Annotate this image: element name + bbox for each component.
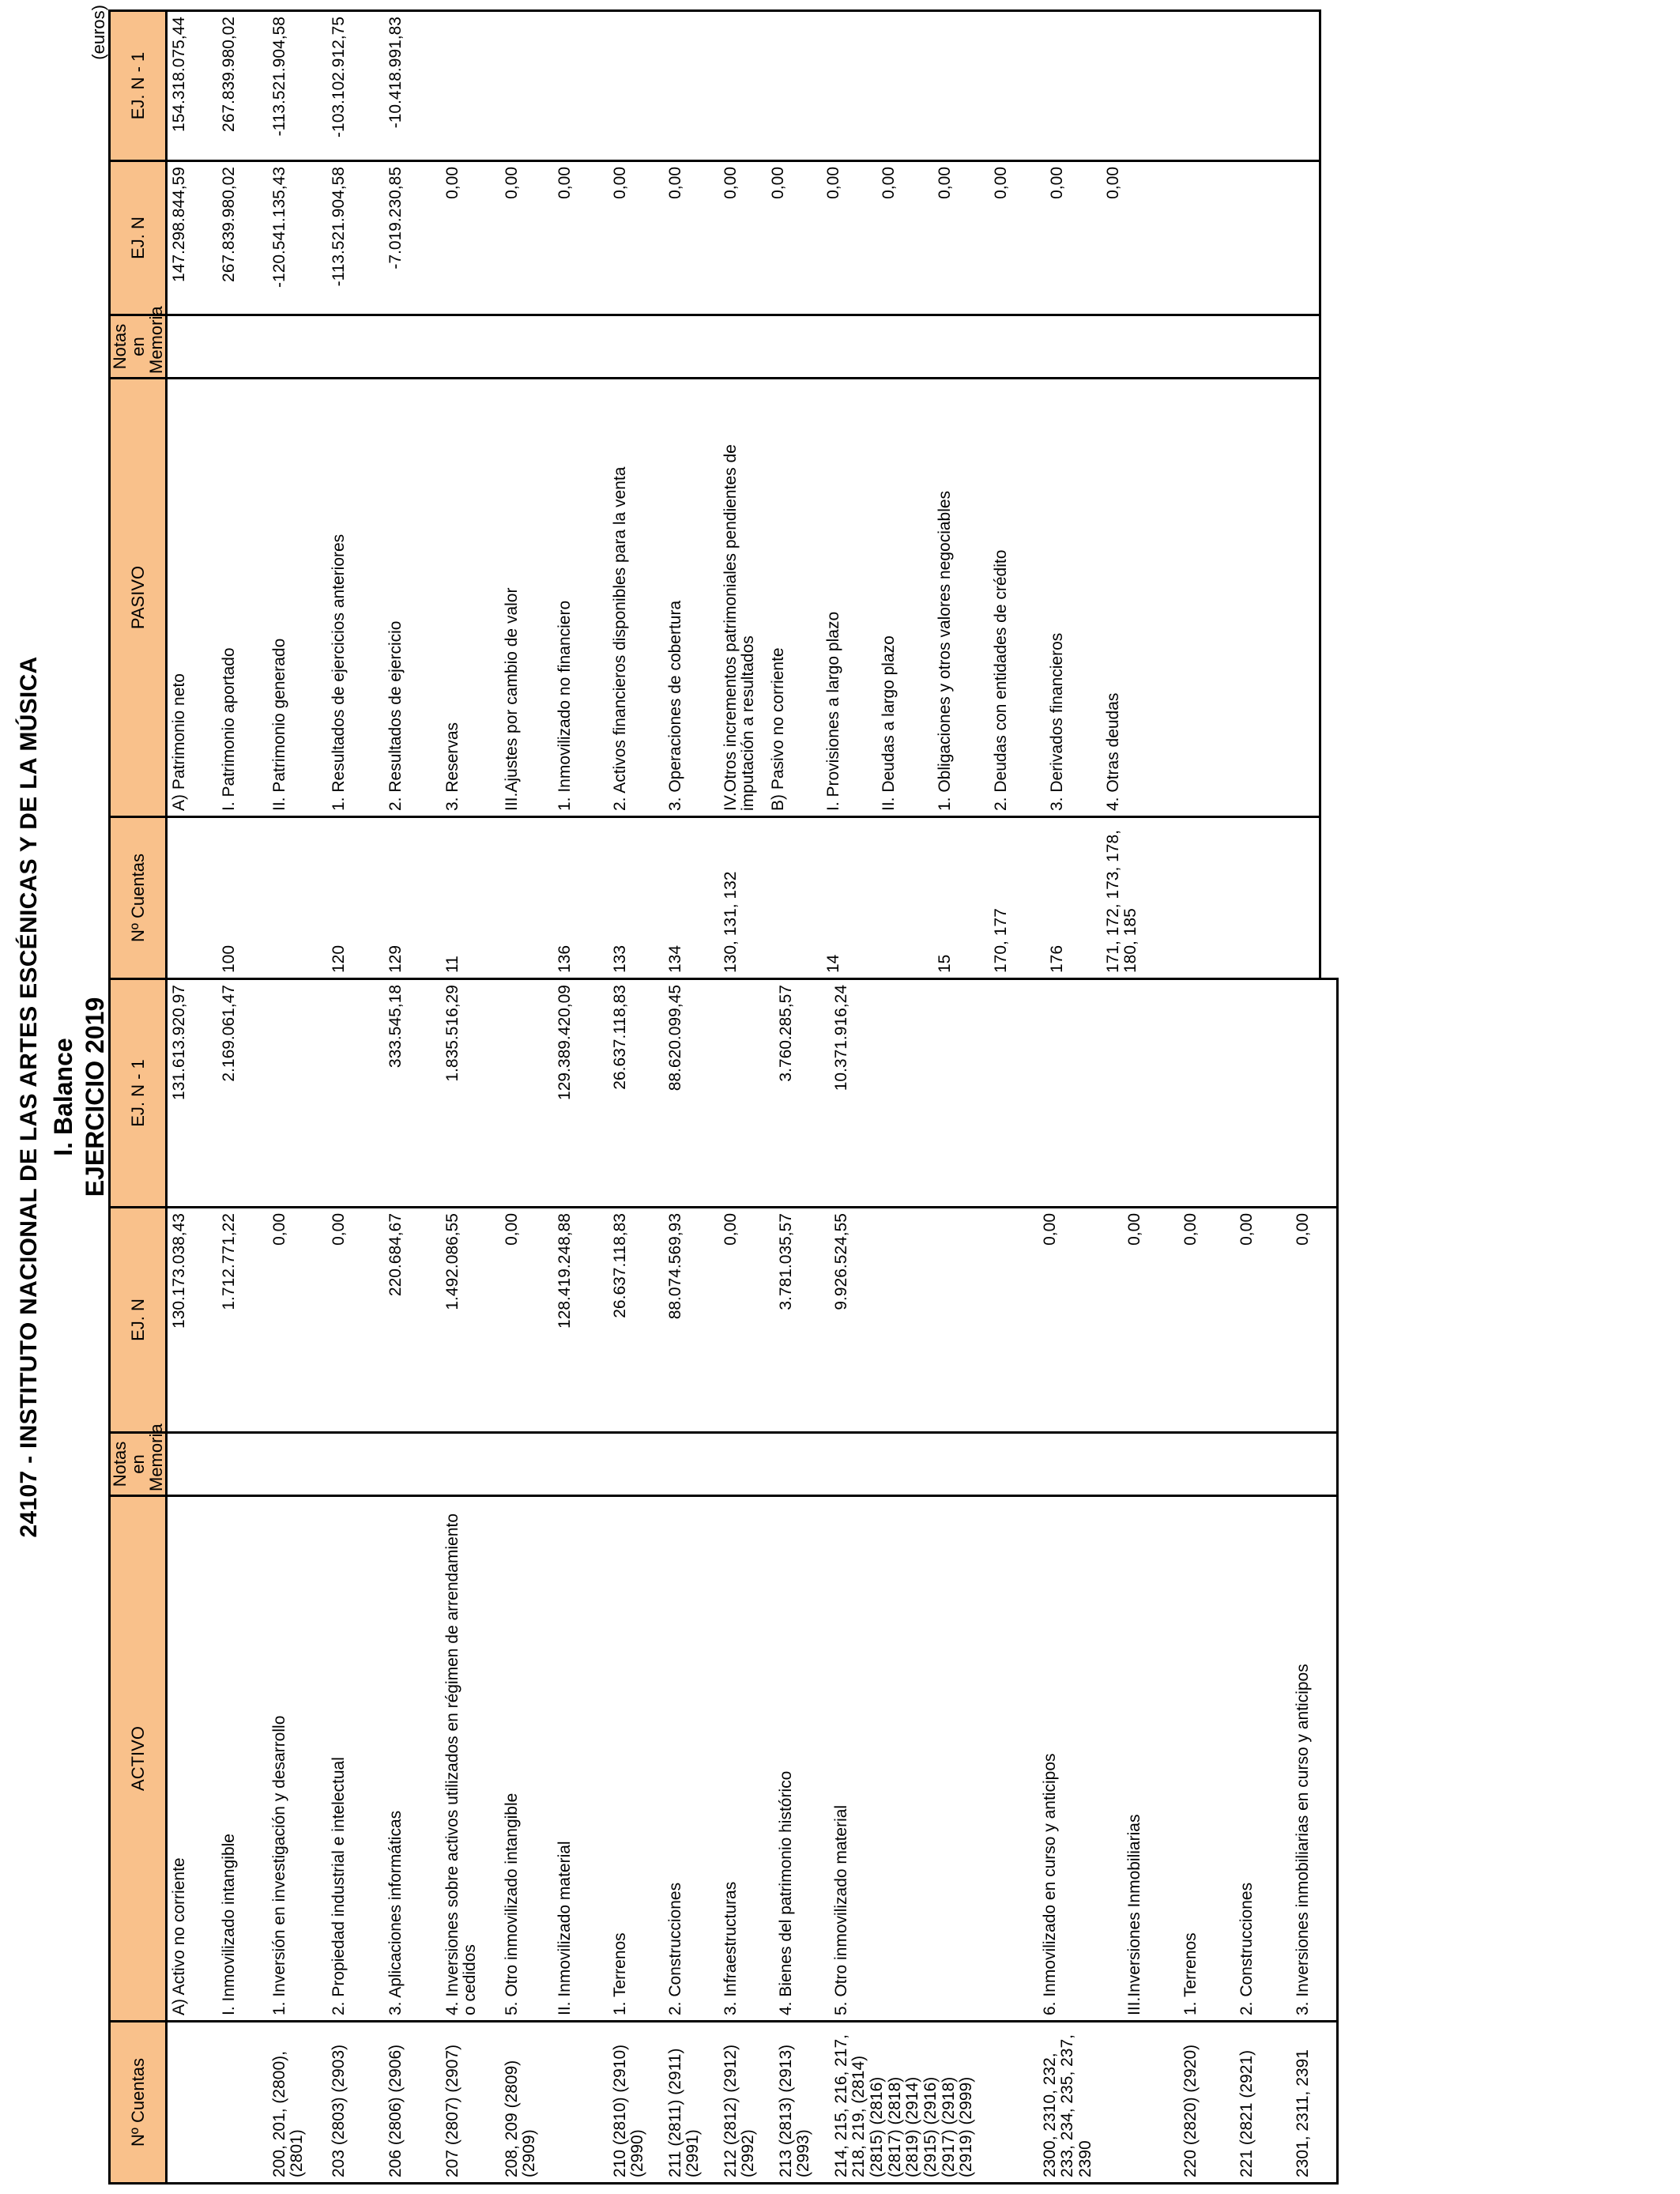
account-codes-cell: 208, 209 (2809) (2909) — [500, 2022, 553, 2184]
amount-current-cell: 0,00 — [989, 161, 1045, 315]
amount-previous-cell: 333.545,18 — [384, 979, 441, 1208]
amount-previous-cell: 2.169.061,47 — [217, 979, 268, 1208]
account-codes-cell: 213 (2813) (2913) (2993) — [774, 2022, 830, 2184]
amount-previous-cell — [719, 979, 774, 1208]
amount-previous-cell: 10.371.916,24 — [830, 979, 1038, 1208]
concept-cell: I. Inmovilizado intangible — [217, 1496, 268, 2022]
col-header-ej-n: EJ. N — [110, 1208, 167, 1433]
amount-previous-cell: 129.389.420,09 — [553, 979, 608, 1208]
amount-current-cell: 0,00 — [822, 161, 877, 315]
concept-cell: 4. Otras deudas — [1102, 379, 1143, 817]
amount-previous-cell — [1235, 979, 1291, 1208]
amount-current-cell: 0,00 — [553, 161, 608, 315]
notes-cell — [500, 1433, 553, 1496]
concept-cell: 3. Derivados financieros — [1045, 379, 1102, 817]
amount-previous-cell — [1045, 11, 1102, 161]
col-header-activo: ACTIVO — [110, 1496, 167, 2022]
account-codes-cell — [268, 817, 327, 979]
notes-cell — [1045, 315, 1102, 379]
amount-previous-cell: -113.521.904,58 — [268, 11, 327, 161]
concept-cell: IV.Otros incrementos patrimoniales pendientes de imputación a resultados — [719, 379, 767, 817]
notes-cell — [441, 315, 500, 379]
amount-previous-cell — [500, 979, 553, 1208]
amount-current-cell: 128.419.248,88 — [553, 1208, 608, 1433]
account-codes-cell — [500, 817, 553, 979]
amount-previous-cell: 131.613.920,97 — [167, 979, 217, 1208]
concept-cell: II. Patrimonio generado — [268, 379, 327, 817]
notes-cell — [933, 315, 989, 379]
activo-body — [167, 979, 1338, 2184]
pasivo-table — [108, 9, 1321, 980]
amount-current-cell: 220.684,67 — [384, 1208, 441, 1433]
table-row — [830, 979, 1038, 2184]
account-codes-cell: 133 — [608, 817, 664, 979]
notes-cell — [553, 1433, 608, 1496]
notes-cell — [608, 1433, 664, 1496]
entity-title: 24107 - INSTITUTO NACIONAL DE LAS ARTES ESCÉNICAS Y DE LA MÚSICA — [16, 656, 42, 1538]
amount-previous-cell — [441, 11, 500, 161]
account-codes-cell: 170, 177 — [989, 817, 1045, 979]
empty-cell — [1330, 1208, 1338, 1433]
amount-current-cell: 0,00 — [1235, 1208, 1291, 1433]
col-header-notas: Notas en Memoria — [110, 315, 167, 379]
table-row — [217, 979, 268, 2184]
notes-cell — [1179, 1433, 1235, 1496]
concept-cell: 2. Activos financieros disponibles para la venta — [608, 379, 664, 817]
notes-cell — [774, 1433, 830, 1496]
amount-current-cell: 3.781.035,57 — [774, 1208, 830, 1433]
table-row — [167, 11, 217, 979]
concept-cell: 1. Terrenos — [608, 1496, 664, 2022]
amount-previous-cell — [1179, 979, 1235, 1208]
concept-cell: 5. Otro inmovilizado material — [830, 1496, 1038, 2022]
amount-current-cell: 1.492.086,55 — [441, 1208, 500, 1433]
table-row — [384, 979, 441, 2184]
amount-previous-cell — [268, 979, 327, 1208]
empty-cell — [1330, 1496, 1338, 2022]
account-codes-cell — [217, 2022, 268, 2184]
empty-cell — [1330, 1433, 1338, 1496]
amount-previous-cell — [327, 979, 384, 1208]
notes-cell — [500, 315, 553, 379]
amount-previous-cell: 1.835.516,29 — [441, 979, 500, 1208]
table-row — [1291, 979, 1330, 2184]
table-row — [1045, 11, 1102, 979]
activo-header-row — [110, 979, 167, 2184]
empty-cell — [1330, 2022, 1338, 2184]
concept-cell: 3. Infraestructuras — [719, 1496, 774, 2022]
concept-cell: I. Provisiones a largo plazo — [822, 379, 877, 817]
account-codes-cell: 2300, 2310, 232, 233, 234, 235, 237, 2390 — [1038, 2022, 1123, 2184]
notes-cell — [719, 315, 767, 379]
empty-cell — [1143, 379, 1320, 817]
amount-current-cell: 267.839.980,02 — [217, 161, 268, 315]
col-header-ej-n1: EJ. N - 1 — [110, 979, 167, 1208]
table-row — [767, 11, 822, 979]
filler-row — [1143, 11, 1320, 979]
amount-previous-cell — [877, 11, 933, 161]
exercise-title: EJERCICIO 2019 — [81, 997, 109, 1197]
amount-current-cell: 26.637.118,83 — [608, 1208, 664, 1433]
notes-cell — [268, 1433, 327, 1496]
amount-current-cell: 0,00 — [1102, 161, 1143, 315]
account-codes-cell: 129 — [384, 817, 441, 979]
concept-cell: A) Activo no corriente — [167, 1496, 217, 2022]
amount-current-cell: 0,00 — [933, 161, 989, 315]
notes-cell — [167, 315, 217, 379]
amount-current-cell: 0,00 — [1123, 1208, 1179, 1433]
amount-current-cell: 0,00 — [500, 1208, 553, 1433]
account-codes-cell: 136 — [553, 817, 608, 979]
notes-cell — [441, 1433, 500, 1496]
col-header-cuentas: Nº Cuentas — [110, 817, 167, 979]
concept-cell: 4. Bienes del patrimonio histórico — [774, 1496, 830, 2022]
notes-cell — [1038, 1433, 1123, 1496]
amount-current-cell: 0,00 — [500, 161, 553, 315]
notes-cell — [767, 315, 822, 379]
account-codes-cell: 211 (2811) (2911) (2991) — [664, 2022, 719, 2184]
report-title: I. Balance — [49, 1038, 77, 1156]
account-codes-cell: 130, 131, 132 — [719, 817, 767, 979]
amount-current-cell: 0,00 — [719, 1208, 774, 1433]
table-row — [167, 979, 217, 2184]
account-codes-cell — [167, 817, 217, 979]
amount-current-cell: 0,00 — [1179, 1208, 1235, 1433]
amount-current-cell: 9.926.524,55 — [830, 1208, 1038, 1433]
account-codes-cell: 100 — [217, 817, 268, 979]
concept-cell: 3. Aplicaciones informáticas — [384, 1496, 441, 2022]
concept-cell: 6. Inmovilizado en curso y anticipos — [1038, 1496, 1123, 2022]
pasivo-header-row — [110, 11, 167, 979]
account-codes-cell — [167, 2022, 217, 2184]
amount-previous-cell: 88.620.099,45 — [664, 979, 719, 1208]
concept-cell: II. Inmovilizado material — [553, 1496, 608, 2022]
table-row — [327, 979, 384, 2184]
amount-previous-cell: 26.637.118,83 — [608, 979, 664, 1208]
notes-cell — [877, 315, 933, 379]
table-row — [327, 11, 384, 979]
table-row — [719, 11, 767, 979]
table-row — [664, 979, 719, 2184]
notes-cell — [1102, 315, 1143, 379]
concept-cell: 1. Resultados de ejercicios anteriores — [327, 379, 384, 817]
amount-previous-cell — [1123, 979, 1179, 1208]
table-row — [1038, 979, 1123, 2184]
amount-current-cell: 0,00 — [767, 161, 822, 315]
table-row — [933, 11, 989, 979]
table-row — [664, 11, 719, 979]
concept-cell: 2. Deudas con entidades de crédito — [989, 379, 1045, 817]
amount-previous-cell — [1291, 979, 1330, 1208]
account-codes-cell: 171, 172, 173, 178, 180, 185 — [1102, 817, 1143, 979]
concept-cell: 1. Inversión en investigación y desarrollo — [268, 1496, 327, 2022]
concept-cell: 4. Inversiones sobre activos utilizados en régimen de arrendamiento o cedidos — [441, 1496, 500, 2022]
amount-previous-cell: 3.760.285,57 — [774, 979, 830, 1208]
empty-cell — [1143, 315, 1320, 379]
account-codes-cell: 220 (2820) (2920) — [1179, 2022, 1235, 2184]
table-row — [553, 979, 608, 2184]
concept-cell: I. Patrimonio aportado — [217, 379, 268, 817]
account-codes-cell: 214, 215, 216, 217, 218, 219, (2814) (2815) (2816) (2817) (2818) (2819) (2914) (2915) (2916) (2917) (2918) (2919) (2999) — [830, 2022, 1038, 2184]
concept-cell: A) Patrimonio neto — [167, 379, 217, 817]
concept-cell: 2. Propiedad industrial e intelectual — [327, 1496, 384, 2022]
amount-current-cell: 0,00 — [664, 161, 719, 315]
table-row — [268, 11, 327, 979]
table-row — [822, 11, 877, 979]
amount-current-cell: 0,00 — [441, 161, 500, 315]
account-codes-cell: 176 — [1045, 817, 1102, 979]
table-row — [1102, 11, 1143, 979]
amount-previous-cell: -103.102.912,75 — [327, 11, 384, 161]
amount-current-cell: -120.541.135,43 — [268, 161, 327, 315]
amount-previous-cell: 267.839.980,02 — [217, 11, 268, 161]
empty-cell — [1143, 11, 1320, 161]
notes-cell — [327, 315, 384, 379]
concept-cell: 5. Otro inmovilizado intangible — [500, 1496, 553, 2022]
amount-previous-cell — [989, 11, 1045, 161]
col-header-ej-n1: EJ. N - 1 — [110, 11, 167, 161]
concept-cell: III.Ajustes por cambio de valor — [500, 379, 553, 817]
notes-cell — [217, 315, 268, 379]
amount-previous-cell — [500, 11, 553, 161]
concept-cell: 2. Construcciones — [664, 1496, 719, 2022]
table-row — [441, 11, 500, 979]
amount-previous-cell — [553, 11, 608, 161]
amount-current-cell: 130.173.038,43 — [167, 1208, 217, 1433]
amount-current-cell: 0,00 — [1291, 1208, 1330, 1433]
account-codes-cell: 221 (2821 (2921) — [1235, 2022, 1291, 2184]
table-row — [268, 979, 327, 2184]
notes-cell — [719, 1433, 774, 1496]
table-row — [500, 11, 553, 979]
amount-previous-cell — [822, 11, 877, 161]
amount-previous-cell — [1038, 979, 1123, 1208]
table-row — [217, 11, 268, 979]
account-codes-cell: 134 — [664, 817, 719, 979]
concept-cell: 1. Inmovilizado no financiero — [553, 379, 608, 817]
concept-cell: 3. Reservas — [441, 379, 500, 817]
table-row — [441, 979, 500, 2184]
account-codes-cell: 2301, 2311, 2391 — [1291, 2022, 1330, 2184]
account-codes-cell: 207 (2807) (2907) — [441, 2022, 500, 2184]
amount-current-cell: -113.521.904,58 — [327, 161, 384, 315]
amount-current-cell: 0,00 — [1045, 161, 1102, 315]
account-codes-cell: 15 — [933, 817, 989, 979]
amount-previous-cell — [719, 11, 767, 161]
amount-current-cell: 147.298.844,59 — [167, 161, 217, 315]
activo-table — [108, 978, 1339, 2185]
col-header-pasivo: PASIVO — [110, 379, 167, 817]
notes-cell — [327, 1433, 384, 1496]
notes-cell — [167, 1433, 217, 1496]
account-codes-cell — [767, 817, 822, 979]
table-row — [877, 11, 933, 979]
concept-cell: 3. Operaciones de cobertura — [664, 379, 719, 817]
notes-cell — [1235, 1433, 1291, 1496]
notes-cell — [384, 315, 441, 379]
amount-current-cell: 88.074.569,93 — [664, 1208, 719, 1433]
concept-cell: 2. Resultados de ejercicio — [384, 379, 441, 817]
notes-cell — [664, 1433, 719, 1496]
empty-cell — [1143, 161, 1320, 315]
table-row — [1123, 979, 1179, 2184]
account-codes-cell: 212 (2812) (2912) (2992) — [719, 2022, 774, 2184]
account-codes-cell: 14 — [822, 817, 877, 979]
table-row — [989, 11, 1045, 979]
notes-cell — [608, 315, 664, 379]
concept-cell: 1. Terrenos — [1179, 1496, 1235, 2022]
notes-cell — [217, 1433, 268, 1496]
notes-cell — [268, 315, 327, 379]
empty-cell — [1143, 817, 1320, 979]
concept-cell: B) Pasivo no corriente — [767, 379, 822, 817]
table-row — [608, 979, 664, 2184]
concept-cell: III.Inversiones Inmobiliarias — [1123, 1496, 1179, 2022]
notes-cell — [384, 1433, 441, 1496]
notes-cell — [553, 315, 608, 379]
table-row — [500, 979, 553, 2184]
pasivo-body — [167, 11, 1320, 979]
empty-cell — [1330, 979, 1338, 1208]
account-codes-cell: 11 — [441, 817, 500, 979]
account-codes-cell: 203 (2803) (2903) — [327, 2022, 384, 2184]
amount-current-cell: 1.712.771,22 — [217, 1208, 268, 1433]
col-header-notas: Notas en Memoria — [110, 1433, 167, 1496]
table-row — [608, 11, 664, 979]
account-codes-cell: 120 — [327, 817, 384, 979]
concept-cell: 3. Inversiones inmobiliarias en curso y anticipos — [1291, 1496, 1330, 2022]
amount-previous-cell — [664, 11, 719, 161]
concept-cell: 1. Obligaciones y otros valores negociables — [933, 379, 989, 817]
amount-previous-cell — [933, 11, 989, 161]
col-header-cuentas: Nº Cuentas — [110, 2022, 167, 2184]
notes-cell — [1291, 1433, 1330, 1496]
table-row — [1179, 979, 1235, 2184]
table-row — [1235, 979, 1291, 2184]
amount-current-cell: 0,00 — [877, 161, 933, 315]
amount-current-cell: 0,00 — [608, 161, 664, 315]
table-row — [384, 11, 441, 979]
col-header-ej-n: EJ. N — [110, 161, 167, 315]
account-codes-cell: 210 (2810) (2910) (2990) — [608, 2022, 664, 2184]
amount-current-cell: 0,00 — [268, 1208, 327, 1433]
concept-cell: II. Deudas a largo plazo — [877, 379, 933, 817]
notes-cell — [664, 315, 719, 379]
amount-previous-cell — [1102, 11, 1143, 161]
account-codes-cell — [553, 2022, 608, 2184]
amount-previous-cell: -10.418.991,83 — [384, 11, 441, 161]
amount-current-cell: 0,00 — [1038, 1208, 1123, 1433]
notes-cell — [1123, 1433, 1179, 1496]
filler-row — [1330, 979, 1338, 2184]
table-row — [719, 979, 774, 2184]
notes-cell — [830, 1433, 1038, 1496]
table-row — [774, 979, 830, 2184]
notes-cell — [822, 315, 877, 379]
amount-previous-cell — [767, 11, 822, 161]
amount-current-cell: 0,00 — [719, 161, 767, 315]
amount-current-cell: 0,00 — [327, 1208, 384, 1433]
account-codes-cell: 206 (2806) (2906) — [384, 2022, 441, 2184]
account-codes-cell — [877, 817, 933, 979]
amount-current-cell: -7.019.230,85 — [384, 161, 441, 315]
account-codes-cell: 200, 201, (2800), (2801) — [268, 2022, 327, 2184]
account-codes-cell — [1123, 2022, 1179, 2184]
units-label: (euros) — [89, 5, 108, 60]
amount-previous-cell: 154.318.075,44 — [167, 11, 217, 161]
amount-previous-cell — [608, 11, 664, 161]
concept-cell: 2. Construcciones — [1235, 1496, 1291, 2022]
notes-cell — [989, 315, 1045, 379]
table-row — [553, 11, 608, 979]
